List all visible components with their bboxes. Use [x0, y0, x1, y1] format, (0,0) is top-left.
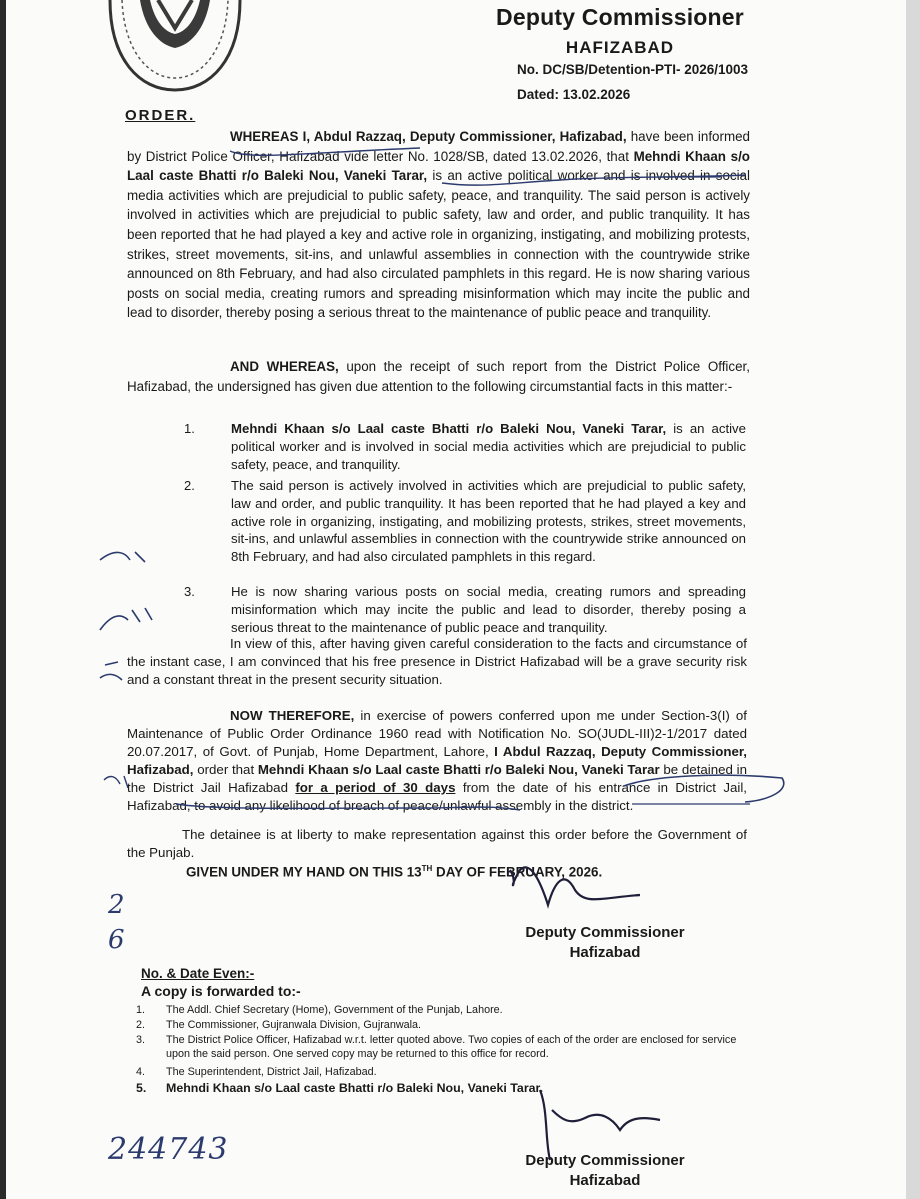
handwritten-margin-number: 2	[108, 890, 125, 920]
punjab-government-logo	[100, 0, 250, 100]
given-under-hand: GIVEN UNDER MY HAND ON THIS 13TH DAY OF FEBRUARY, 2026.	[186, 864, 603, 880]
signature-scribble	[540, 1090, 660, 1160]
signature-block	[505, 923, 705, 963]
reference-number: No. DC/SB/Detention-PTI- 2026/1003	[517, 62, 749, 77]
detention-period: for a period of 30 days	[295, 780, 456, 795]
handwritten-margin-note	[100, 552, 145, 562]
fact-item: The said person is actively involved in activities which are prejudicial to public safety, law and order, and public tranquility. It has been reported that he had played a key and active role in organizing, instigating, and mobilizing protests, strikes, street movements, sit-ins, and unlawful assemblies in connection with the countrywide strike announced on 8th February, and had also circulated pamphlets in this regard.	[231, 478, 746, 565]
scan-edge-left	[0, 0, 6, 1199]
in-view-paragraph: In view of this, after having given careful consideration to the facts and circumstance of the instant case, I am convinced that his free presence in District Hafizabad will be a grave security risk and a constant threat in the present security situation.	[127, 636, 747, 687]
forwarding-item: 2. The Commissioner, Gujranwala Division, Gujranwala.	[136, 1019, 422, 1031]
office-city: HAFIZABAD	[565, 38, 675, 57]
fact-number: 1.	[184, 421, 195, 436]
detainee-name: Mehndi Khaan s/o Laal caste Bhatti r/o Baleki Nou, Vaneki Tarar,	[127, 148, 750, 184]
signatory-place: Hafizabad	[569, 1172, 641, 1189]
representation-paragraph: The detainee is at liberty to make representation against this order before the Government of the Punjab.	[127, 827, 747, 860]
handwritten-margin-number: 6	[108, 925, 125, 955]
fact-number: 2.	[184, 478, 195, 493]
whereas-paragraph: WHEREAS I, Abdul Razzaq, Deputy Commissioner, Hafizabad, have been informed by District Police Officer, Hafizabad vide letter No. 1028/SB, dated 13.02.2026, that Mehndi Khaan s/o Laal caste Bhatti r/o Baleki Nou, Vaneki Tarar, is an active political worker and is involved in social media activities which are prejudicial to public safety, peace, and tranquility. The said person is actively involved in activities which are prejudicial to public safety, law and order, and public tranquility. It has been reported that he had played a key and active role in organizing, instigating, and mobilizing protests, strikes, street movements, sit-ins, and unlawful assemblies in connection with the countrywide strike announced on 8th February, and had also circulated pamphlets in this regard. He is now sharing various posts on social media, creating rumors and spreading misinformation which may incite the public and lead to disorder, thereby posing a serious threat to the maintenance of public peace and tranquility.	[127, 129, 751, 321]
whereas-lead: WHEREAS I, Abdul Razzaq, Deputy Commissioner, Hafizabad,	[230, 129, 627, 144]
forwarding-item: 1. The Addl. Chief Secretary (Home), Government of the Punjab, Lahore.	[136, 1004, 503, 1016]
order-heading: ORDER.	[125, 107, 196, 124]
scan-edge-right	[906, 0, 920, 1199]
signature-block	[505, 1151, 705, 1191]
fact-number: 3.	[184, 584, 195, 599]
handwritten-margin-note	[100, 608, 152, 630]
fact-item: He is now sharing various posts on social media, creating rumors and spreading misinformation which may incite the public and lead to disorder, thereby posing a serious threat to the maintenance of public peace and tranquility.	[231, 584, 746, 635]
signatory-title: Deputy Commissioner	[525, 1152, 685, 1169]
now-therefore-paragraph: NOW THEREFORE, in exercise of powers conferred upon me under Section-3(I) of Maintenance of Public Order Ordinance 1960 read with Notification No. SO(JUDL-III)2-1/2017 dated 20.07.2017, of Govt. of Punjab, Home Department, Lahore, I Abdul Razzaq, Deputy Commissioner, Hafizabad, order that Mehndi Khaan s/o Laal caste Bhatti r/o Baleki Nou, Vaneki Tarar be detained in the District Jail Hafizabad for a period of 30 days from the date of his entrance in District Jail, Hafizabad, to avoid any likelihood of breach of peace/unlawful assembly in the district.	[127, 708, 747, 813]
forwarding-item: 5. Mehndi Khaan s/o Laal caste Bhatti r/o Baleki Nou, Vaneki Tarar.	[136, 1081, 544, 1095]
forwarding-item: 4. The Superintendent, District Jail, Hafizabad.	[136, 1066, 377, 1078]
forwarding-item: 3. The District Police Officer, Hafizabad w.r.t. letter quoted above. Two copies of each of the order are enclosed for service upon the said person. One served copy may be returned to this office for record.	[136, 1034, 737, 1060]
office-title: Deputy Commissioner	[496, 4, 744, 30]
order-date: Dated: 13.02.2026	[517, 87, 631, 102]
signatory-place: Hafizabad	[569, 944, 641, 961]
forwarding-heading: No. & Date Even:-	[141, 966, 255, 981]
forwarding-copy-line: A copy is forwarded to:-	[141, 983, 301, 999]
handwritten-dispatch-number: 244743	[108, 1132, 229, 1167]
signatory-title: Deputy Commissioner	[525, 924, 685, 941]
handwritten-margin-note	[104, 776, 128, 788]
fact-item: Mehndi Khaan s/o Laal caste Bhatti r/o Baleki Nou, Vaneki Tarar, is an active political worker and is involved in social media activities which are prejudicial to public safety, peace, and tranquility.	[231, 421, 746, 472]
handwritten-margin-note	[100, 662, 122, 680]
and-whereas-paragraph: AND WHEREAS, upon the receipt of such report from the District Police Officer, Hafizabad, the undersigned has given due attention to the following circumstantial facts in this matter:-	[127, 359, 750, 394]
